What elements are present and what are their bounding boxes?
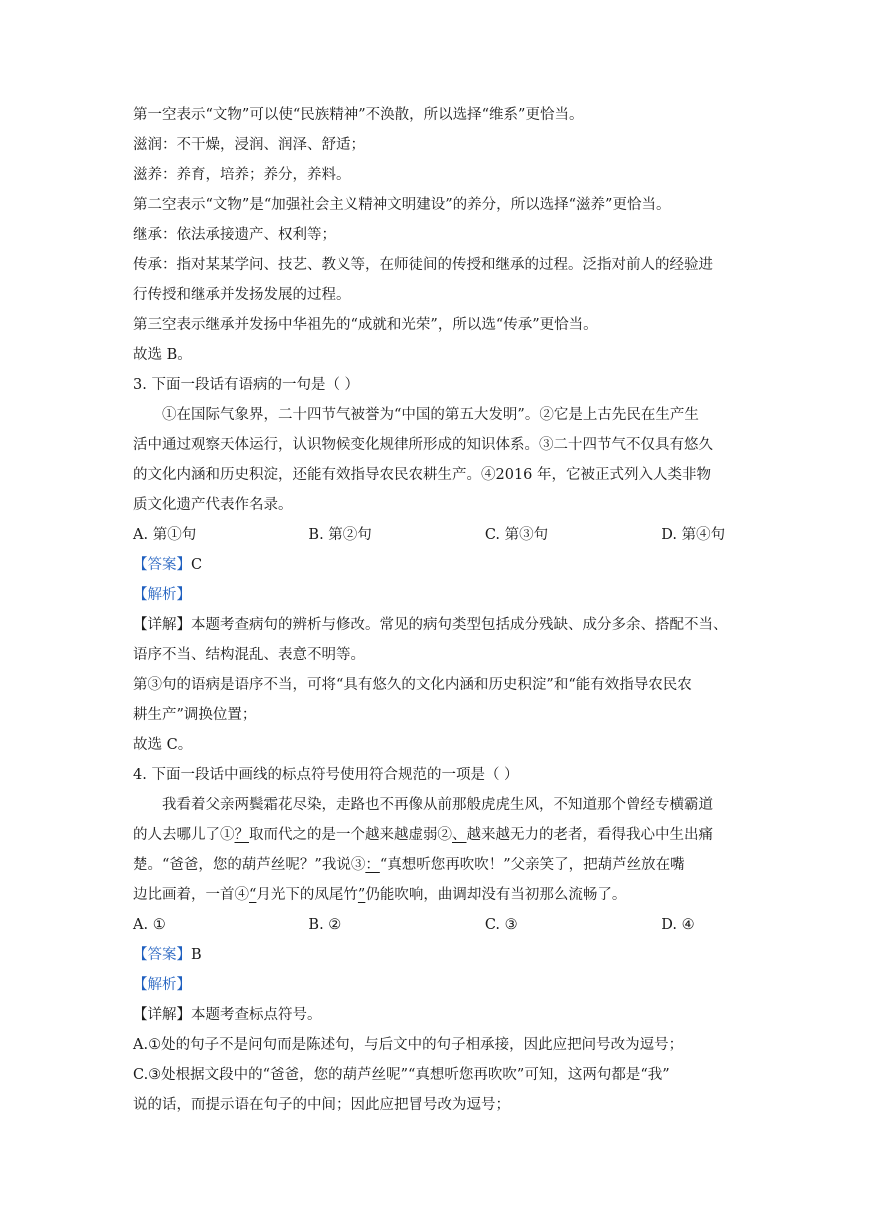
underlined-mark-3: ： (365, 857, 380, 873)
answer-tag: 【答案】 (133, 557, 191, 573)
answer-line (133, 550, 741, 580)
question-3-choices (133, 520, 741, 550)
detail-line: 耕生产”调换位置； (133, 707, 257, 723)
choice-b: B. 第②句 (308, 527, 372, 543)
passage-line: ①在国际气象界，二十四节气被誉为“中国的第五大发明”。②它是上古先民在生产生 (162, 407, 699, 423)
passage-line (133, 880, 741, 910)
detail-line: 说的话，而提示语在句子的中间；因此应把冒号改为逗号； (133, 1097, 510, 1113)
underlined-mark-4a: “ (249, 887, 257, 903)
text-run: 的人去哪儿了① (133, 827, 235, 843)
underlined-mark-2: 、 (452, 827, 467, 843)
detail-text: 本题考查标点符号。 (191, 1007, 322, 1023)
analysis-tag: 【解析】 (133, 977, 191, 993)
answer-tag: 【答案】 (133, 947, 191, 963)
choice-b: B. ② (308, 917, 342, 933)
text-line: 第二空表示“文物”是“加强社会主义精神文明建设”的养分，所以选择“滋养”更恰当。 (133, 197, 671, 213)
choice-a: A. ① (133, 917, 166, 933)
text-line: 行传授和继承并发扬发展的过程。 (133, 287, 351, 303)
detail-line: 第③句的语病是语序不当，可将“具有悠久的文化内涵和历史积淀”和“能有效指导农民农 (133, 677, 692, 693)
underlined-mark-4b: ” (357, 887, 366, 903)
answer-value: B (191, 947, 202, 963)
underlined-mark-1: ？ (234, 827, 249, 843)
choice-d: D. 第④句 (661, 527, 726, 543)
text-line: 第一空表示“文物”可以使“民族精神”不涣散，所以选择“维系”更恰当。 (133, 107, 584, 123)
text-line: 第三空表示继承并发扬中华祖先的“成就和光荣”，所以选“传承”更恰当。 (133, 317, 598, 333)
text-line: 滋养：养育，培养；养分，养料。 (133, 167, 351, 183)
detail-line (133, 610, 741, 640)
text-line: 继承：依法承接遗产、权利等； (133, 227, 336, 243)
text-run: 边比画着，一首④ (133, 887, 249, 903)
text-run: 月光下的凤尾竹 (256, 887, 358, 903)
detail-line: A.①处的句子不是问句而是陈述句，与后文中的句子相承接，因此应把问号改为逗号； (133, 1037, 684, 1053)
text-run: 取而代之的是一个越来越虚弱② (249, 827, 452, 843)
text-run: “真想听您再吹吹！”父亲笑了，把葫芦丝放在嘴 (379, 857, 685, 873)
detail-text: 本题考查病句的辨析与修改。常见的病句类型包括成分残缺、成分多余、搭配不当、 (191, 617, 728, 633)
document-body (133, 100, 741, 1120)
passage-line: 活中通过观察天体运行，认识物候变化规律所形成的知识体系。③二十四节气不仅具有悠久 (133, 437, 713, 453)
analysis-tag: 【解析】 (133, 587, 191, 603)
passage-line (133, 820, 741, 850)
question-3-title: 3. 下面一段话有语病的一句是（ ） (133, 377, 360, 393)
question-4-title: 4. 下面一段话中画线的标点符号使用符合规范的一项是（ ） (133, 767, 519, 783)
text-run: 楚。“爸爸，您的葫芦丝呢？”我说③ (133, 857, 366, 873)
choice-c: C. 第③句 (484, 527, 549, 543)
choice-d: D. ④ (661, 917, 695, 933)
detail-line (133, 1000, 741, 1030)
choice-a: A. 第①句 (133, 527, 197, 543)
text-run: 仍能吹响，曲调却没有当初那么流畅了。 (365, 887, 627, 903)
passage-line: 的文化内涵和历史积淀，还能有效指导农民农耕生产。④2016 年，它被正式列入人类非物 (133, 467, 712, 483)
choice-c: C. ③ (484, 917, 518, 933)
question-4-choices (133, 910, 741, 940)
detail-tag: 【详解】 (133, 617, 191, 633)
passage-line: 我看着父亲两鬓霜花尽染，走路也不再像从前那般虎虎生风，不知道那个曾经专横霸道 (162, 797, 713, 813)
detail-tag: 【详解】 (133, 1007, 191, 1023)
detail-line: 语序不当、结构混乱、表意不明等。 (133, 647, 365, 663)
answer-value: C (191, 557, 203, 573)
detail-line: 故选 C。 (133, 737, 193, 753)
passage-line: 质文化遗产代表作名录。 (133, 497, 293, 513)
text-line: 滋润：不干燥，浸润、润泽、舒适； (133, 137, 365, 153)
passage-line (133, 850, 741, 880)
text-line: 故选 B。 (133, 347, 192, 363)
answer-line (133, 940, 741, 970)
text-run: 越来越无力的老者，看得我心中生出痛 (466, 827, 713, 843)
detail-line: C.③处根据文段中的“爸爸，您的葫芦丝呢”“真想听您再吹吹”可知，这两句都是“我” (133, 1067, 670, 1083)
text-line: 传承：指对某某学问、技艺、教义等，在师徒间的传授和继承的过程。泛指对前人的经验进 (133, 257, 713, 273)
